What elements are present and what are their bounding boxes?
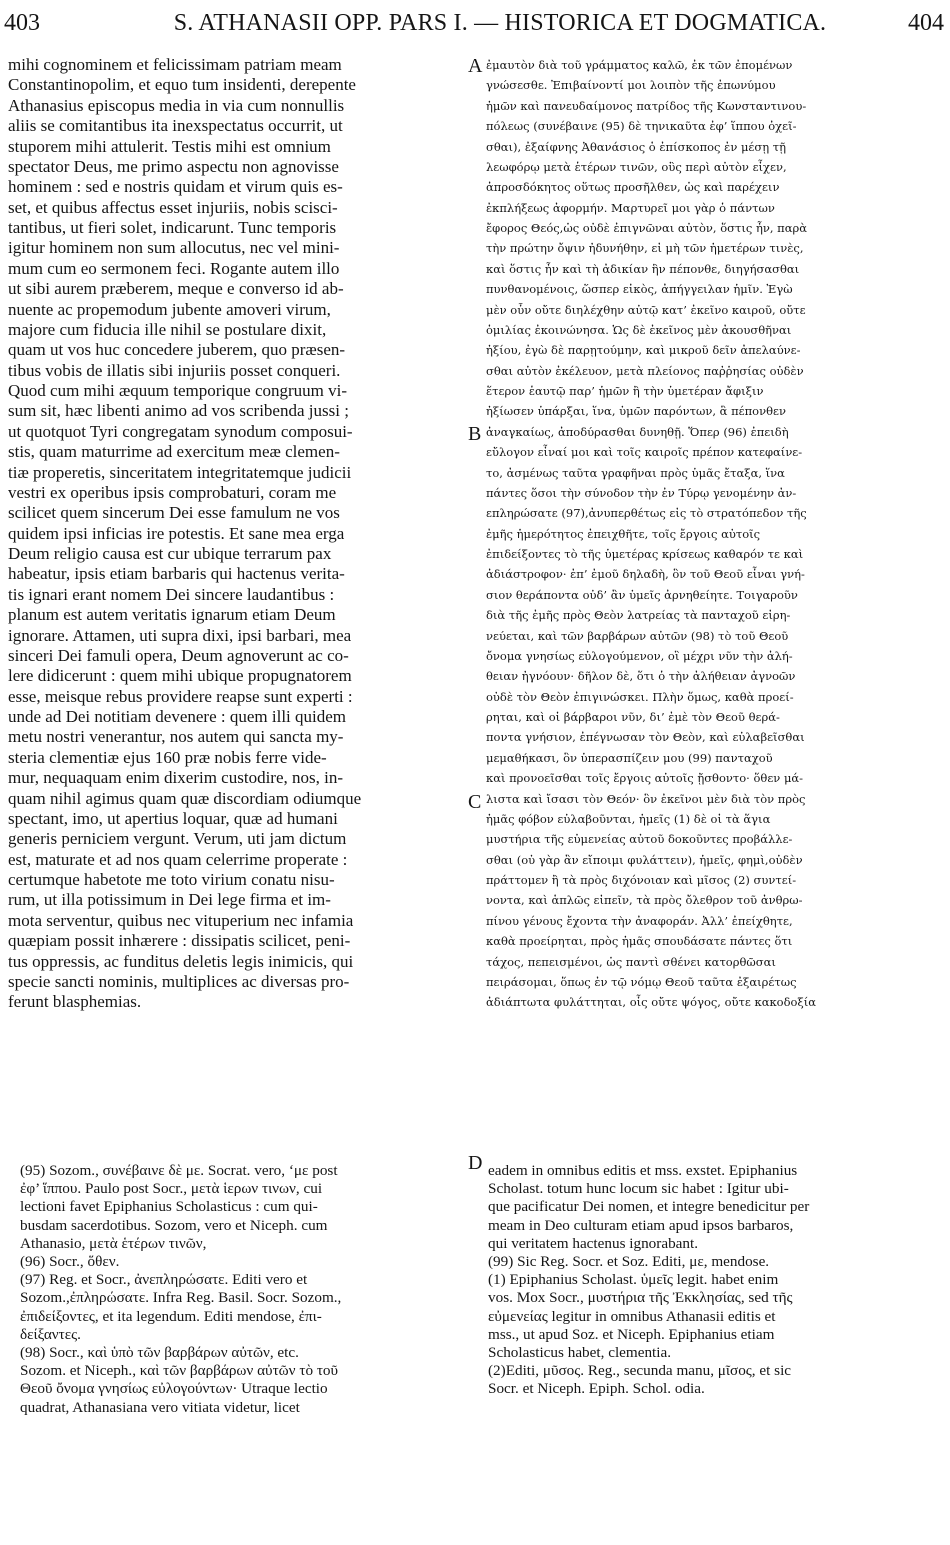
footnote-line: Scholast. totum hunc locum sic habet : Igitur ubi-	[488, 1180, 789, 1198]
footnote-line: mss., ut apud Soz. et Niceph. Epiphanius etiam	[488, 1325, 775, 1343]
greek-text-line: γνώσεσθε. Ἐπιβαίνοντί μοι λοιπὸν τῆς ἐπωνύμου	[486, 78, 776, 93]
latin-text-line: mum cum eo sermonem feci. Rogante autem illo	[8, 258, 340, 278]
footnote-line: busdam sacerdotibus. Sozom, vero et Niceph. cum	[20, 1216, 328, 1234]
latin-text-line: stuporem mihi attulerit. Testis mihi est omnium	[8, 136, 331, 156]
greek-text-line: πυνθανομένοις, ὥσπερ εἰκὸς, ἀπήγγειλαν ἡμῖν. Ἐγὼ	[486, 282, 793, 297]
latin-text-line: hominem : sed e nostris quidam et virum quis es-	[8, 177, 343, 197]
greek-text-line: μυστήρια τῆς εὐμενείας αὐτοῦ δοκοῦντες προβάλλε-	[486, 832, 793, 847]
footnote-line: (95) Sozom., συνέβαινε δὲ με. Socrat. vero, ‘με post	[20, 1162, 338, 1179]
latin-text-line: quam nihil agimus quam quæ discordiam odiumque	[8, 788, 362, 808]
margin-marker-c: C	[468, 791, 482, 813]
greek-text-line: μεμαθήκασι, ὃν ὑπερασπίζειν μου (99) πανταχοῦ	[486, 750, 773, 765]
greek-text-line: ἡμῶν καὶ πανευδαίμονος πατρίδος τῆς Κωνσταντινου-	[486, 98, 807, 113]
greek-text-line: ἀπροσδόκητος οὕτως προσῆλθεν, ὡς καὶ παρέχειν	[486, 180, 780, 195]
greek-text-line: ἐπιδείξοντες τὸ τῆς ὑμετέρας κρίσεως καθαρόν τε καὶ	[486, 547, 804, 561]
footnote-line: (1) Epiphanius Scholast. ὑμεῖς legit. habet enim	[488, 1271, 779, 1289]
greek-text-line: ποντα γνήσιον, ἐπέγνωσαν τὸν Θεὸν, καὶ εὐλαβεῖσθαι	[486, 730, 805, 745]
page-number-right: 404	[908, 10, 944, 36]
greek-text-line: ἔφορος Θεός,ὡς οὐδὲ ἐπιγνῶναι αὐτὸν, ὅστις ἦν, παρὰ	[486, 221, 808, 235]
footnote-line: que pacificatur Dei nomen, et integre benedicitur per	[488, 1198, 810, 1216]
page-header	[0, 2, 950, 42]
greek-text-line: τάχος, πεπεισμένοι, ὡς παντὶ σθένει κατορθῶσαι	[486, 954, 776, 969]
latin-text-line: sum sit, hæc libenti animo ad vos scribenda jussi ;	[8, 401, 349, 421]
footnotes-left	[20, 1162, 460, 1417]
latin-text-line: generis perniciem vergunt. Verum, uti jam dictum	[8, 829, 347, 849]
greek-text-line: καὶ προνοεῖσθαι τοῖς ἔργοις αὐτοῖς ᾔσθοντο· ὅθεν μά-	[486, 771, 804, 786]
greek-text-line: ρηται, καὶ οἱ βάρβαροι νῦν, δι’ ἐμὲ τὸν Θεοῦ θερά-	[486, 710, 780, 724]
footnote-line: vos. Mox Socr., μυστήρια τῆς Ἐκκλησίας, sed τῆς	[488, 1289, 793, 1307]
greek-text-line: ἀδιάστροφον· ἐπ’ ἐμοῦ δηλαδὴ, ὃν τοῦ Θεοῦ εἶναι γνή-	[486, 567, 805, 582]
greek-text-line: ἐμῆς ἡμερότητος ἐπειχθῆτε, τοῖς ἔργοις αὐτοῖς	[486, 526, 761, 541]
latin-text-line: metu nostri venerantur, nos autem qui sancta my-	[8, 727, 344, 747]
latin-text-line: steria clementiæ ejus 160 præ nobis ferre vide-	[8, 747, 327, 767]
latin-text-line: quidem ipsi inficias ire potestis. Et sane mea erga	[8, 523, 345, 543]
footnote-line: Athanasio, μετὰ ἑτέρων τινῶν,	[20, 1234, 207, 1252]
latin-text-line: Athanasius episcopus media in via cum nonnullis	[8, 95, 345, 115]
latin-text-line: tis ignari erant nomem Dei sincere laudantibus :	[8, 584, 335, 604]
greek-text-line: πάντες ὅσοι τὴν σύνοδον τὴν ἐν Τύρῳ γενομένην ἀν-	[486, 485, 797, 500]
latin-text-line: ferunt blasphemias.	[8, 992, 142, 1012]
latin-text-line: ut sibi aurem præberem, meque e converso id ab-	[8, 279, 344, 299]
footnote-line: ἐπιδείξοντες, et ita legendum. Editi mendose, ἐπι-	[20, 1307, 322, 1325]
latin-text-line: set, et quibus affectus esset injuriis, nobis sciscі-	[8, 197, 338, 217]
greek-text-line: ἡμᾶς φόβον εὐλαβοῦνται, ἡμεῖς (1) δὲ οἱ τὰ ἅγια	[486, 811, 771, 826]
greek-text-line: μὲν οὖν οὔτε διηλέχθην αὐτῷ κατ’ ἐκεῖνο καιροῦ, οὔτε	[486, 302, 806, 317]
footnote-line: (96) Socr., ὅθεν.	[20, 1253, 120, 1271]
latin-text-line: spectant, imo, ut apertius loquar, quæ ad humani	[8, 808, 338, 828]
greek-text-line: ὁμιλίας ἐκοινώνησα. Ὡς δὲ ἐκεῖνος μὲν ἀκουσθῆναι	[486, 322, 792, 337]
greek-text-line: ἠξίωσεν ὑπάρξαι, ἵνα, ὑμῶν παρόντων, ἃ πέπονθεν	[486, 404, 786, 419]
page-number-left: 403	[4, 10, 40, 36]
footnote-line: Sozom.,ἐπληρώσατε. Infra Reg. Basil. Socr. Sozom.,	[20, 1289, 342, 1307]
greek-text-line: σθαι (οὐ γὰρ ἂν εἴποιμι φυλάττειν), ἡμεῖς, φημὶ,οὐδὲν	[486, 852, 803, 867]
latin-column	[8, 55, 460, 1013]
greek-text-line: νεύεται, καὶ τῶν βαρβάρων αὐτῶν (98) τὸ τοῦ Θεοῦ	[486, 628, 789, 643]
latin-text-line: lere didicerunt : quem mihi ubique propugnatorem	[8, 666, 352, 686]
latin-text-line: sinceri Dei famuli opera, Deum agnoverunt ac co-	[8, 645, 349, 665]
greek-text-line: ἐκπλήξεως ἀφορμήν. Μαρτυρεῖ μοι γὰρ ὁ πάντων	[486, 200, 775, 215]
greek-text-line: ὄνομα γνησίως εὐλογούμενον, οἳ μέχρι νῦν τὴν ἀλή-	[486, 648, 793, 663]
latin-text-line: majore cum fiducia ille nihil se postulare dixit,	[8, 319, 327, 339]
greek-text-line: λιστα καὶ ἴσασι τὸν Θεόν· ὃν ἐκεῖνοι μὲν διὰ τὸν πρὸς	[486, 791, 806, 806]
greek-text-line: εὔλογον εἶναί μοι καὶ τοῖς καιροῖς πρέπον κατεφαίνε-	[486, 445, 803, 460]
latin-text-line: aliis se comitantibus ita inexspectatus occurrit, ut	[8, 116, 343, 136]
latin-text-line: planum est autem veritatis ignarum etiam Deum	[8, 605, 336, 625]
latin-text-line: mihi cognominem et felicissimam patriam meam	[8, 55, 342, 74]
latin-text-line: quæpiam possit inhærere : dissipatis scilicet, peni-	[8, 931, 351, 951]
footnote-line: meam in Deo culturam etiam apud ipsos barbaros,	[488, 1216, 794, 1234]
latin-text-line: mur, nequaquam enim dixerim custodire, nos, in-	[8, 768, 343, 788]
latin-text-line: tiæ properetis, sinceritatem integritatemque judicii	[8, 462, 352, 482]
latin-text-line: esse, meisque rebus providere reapse sunt experti :	[8, 686, 353, 706]
footnote-line: (99) Sic Reg. Socr. et Soz. Editi, με, mendose.	[488, 1253, 770, 1271]
latin-text-line: certumque habetote me toto virium conatu nisu-	[8, 870, 335, 889]
footnote-line: quadrat, Athanasiana vero vitiata videtur, licet	[20, 1398, 300, 1416]
greek-text-line: ἠξίου, ἐγὼ δὲ παρῃτούμην, καὶ μικροῦ δεῖν ἀπελαύνε-	[486, 343, 801, 358]
footnote-line: lectioni favet Epiphanius Scholasticus : cum qui-	[20, 1198, 318, 1216]
footnote-line: δείξαντες.	[20, 1325, 81, 1343]
greek-text-line: καθὰ προείρηται, πρὸς ἡμᾶς σπουδάσατε πάντες ὅτι	[486, 934, 793, 949]
footnotes-right	[488, 1162, 928, 1399]
latin-text-line: tibus vobis de illatis sibi injuriis posset conqueri.	[8, 360, 341, 380]
footnote-line: qui veritatem hactenus ignorabant.	[488, 1234, 699, 1252]
greek-text-line: διὰ τῆς ἐμῆς πρὸς Θεὸν λατρείας τὰ πανταχοῦ εἰρη-	[486, 608, 791, 623]
greek-text-line: ἕτερον ἑαυτῷ παρ’ ἡμῶν ἢ τὴν ὑμετέραν ἄφιξιν	[486, 384, 764, 398]
latin-text-line: nuente ac propemodum jubente amoveri virum,	[8, 299, 331, 319]
greek-text-line: σιον θεράποντα οὐδ’ ἂν ὑμεῖς ἀρνηθείητε. Τοιγαροῦν	[486, 587, 798, 602]
footnote-line: Scholasticus habet, clementia.	[488, 1344, 672, 1362]
footnote-line: (97) Reg. et Socr., ἀνεπληρώσατε. Editi vero et	[20, 1271, 308, 1289]
latin-text-line: igitur hominem non sum allocutus, nec vel mini-	[8, 238, 340, 258]
greek-text-line: το, ἀσμένως ταῦτα γραφῆναι πρὸς ὑμᾶς ἔταξα, ἵνα	[486, 465, 785, 480]
footnote-line: Socr. et Niceph. Epiph. Schol. odia.	[488, 1380, 705, 1398]
greek-text-line: τὴν πρώτην ὄψιν ἠδυνήθην, εἰ μὴ τῶν ἡμετέρων τινὲς,	[486, 241, 804, 256]
latin-text-line: ignorare. Attamen, uti supra dixi, ipsi barbari, mea	[8, 625, 352, 645]
latin-text-line: habeatur, ipsis etiam barbaris qui hactenus verita-	[8, 564, 345, 584]
footnote-line: eadem in omnibus editis et mss. exstet. Epiphanius	[488, 1162, 798, 1179]
greek-text-line: ἀδιάπτωτα φυλάττηται, οἷς οὔτε ψόγος, οὔτε κακοδοξία	[486, 995, 817, 1010]
greek-text-line: επληρώσατε (97),ἀνυπερθέτως εἰς τὸ στρατόπεδον τῆς	[486, 506, 807, 521]
latin-text-line: tus oppressis, ac funditus deletis legis inimicis, qui	[8, 951, 354, 971]
greek-text-line: πράττομεν ἢ τὰ πρὸς διχόνοιαν καὶ μῖσος (2) συντεί-	[486, 873, 797, 887]
margin-marker-d: D	[468, 1152, 483, 1174]
latin-text-line: Constantinopolim, et equo tum insidenti, derepente	[8, 75, 356, 95]
latin-text-line: Deum religio causa est cur ubique terrarum pax	[8, 544, 332, 563]
greek-text-line: νοντα, καὶ ἁπλῶς εἰπεῖν, τὰ πρὸς ὄλεθρον τοῦ ἀνθρω-	[486, 893, 803, 908]
margin-marker-a: A	[468, 55, 483, 77]
latin-text-line: scilicet quem sincerum Dei esse famulum ne vos	[8, 503, 340, 523]
latin-text-line: spectator Deus, me primo aspectu non agnovisse	[8, 156, 339, 176]
latin-text-line: quam ut vos huc concedere juberem, quo præsen-	[8, 340, 346, 360]
greek-text-line: ἐμαυτὸν διὰ τοῦ γράμματος καλῶ, ἐκ τῶν ἐπομένων	[486, 58, 793, 72]
latin-text-line: Quod cum mihi æquum temporique congruum vi-	[8, 381, 348, 400]
latin-text-line: tantibus, ut fieri solet, indicarunt. Tunc temporis	[8, 218, 337, 237]
footnote-line: (2)Editi, μῦσος. Reg., secunda manu, μῖσος, et sic	[488, 1362, 792, 1380]
footnote-line: Sozom. et Niceph., καὶ τῶν βαρβάρων αὐτῶν τὸ τοῦ	[20, 1362, 339, 1380]
greek-text-line: οὐδὲ τὸν Θεὸν ἐπιγινώσκει. Πλὴν ὅμως, καθὰ προεί-	[486, 689, 794, 704]
greek-text-line: πόλεως (συνέβαινε (95) δὲ τηνικαῦτα ἐφ’ ἵππου ὀχεῖ-	[486, 119, 797, 134]
footnote-line: ἐφ’ ἵππου. Paulo post Socr., μετὰ ἱερων τινων, cui	[20, 1180, 323, 1198]
footnote-line: εὐμενείας legitur in omnibus Athanasii editis et	[488, 1307, 776, 1325]
latin-text-line: ut quotquot Tyri congregatam synodum composui-	[8, 421, 353, 441]
greek-text-line: σθαι αὐτὸν ἐκέλευον, μετὰ πλείονος παῤῥησίας οὐδὲν	[486, 363, 804, 378]
greek-text-line: πειράσομαι, ὅπως ἐν τῷ νόμῳ Θεοῦ ταῦτα ἐξαιρέτως	[486, 974, 797, 989]
footnote-line: (98) Socr., καὶ ὑπὸ τῶν βαρβάρων αὐτῶν, etc.	[20, 1344, 299, 1362]
greek-text-line: ἀναγκαίως, ἀποδύρασθαι δυνηθῇ. Ὅπερ (96) ἐπειδὴ	[486, 424, 789, 439]
latin-text-line: mota serventur, quibus nec vituperium nec infamia	[8, 910, 354, 930]
latin-text-line: stis, quam maturrime ad exercitum meæ clemen-	[8, 442, 340, 462]
latin-text-line: rum, ut illa potissimum in Dei lege firma et im-	[8, 890, 331, 910]
greek-text-line: λεωφόρῳ μετὰ ἑτέρων τινῶν, οὓς περὶ αὐτὸν εἶχεν,	[486, 159, 787, 174]
greek-text-line: σθαι), ἐξαίφνης Ἀθανάσιος ὁ ἐπίσκοπος ἐν μέσῃ τῇ	[486, 139, 787, 154]
greek-column	[486, 55, 938, 1013]
footnote-line: Θεοῦ ὄνομα γνησίως εὐλογούντων· Utraque lectio	[20, 1380, 328, 1398]
margin-marker-b: B	[468, 423, 482, 445]
greek-text-line: θειαν ἠγνόουν· δῆλον δὲ, ὅτι ὁ τὴν ἀλήθειαν ἀγνοῶν	[486, 669, 796, 684]
latin-text-line: unde ad Dei notitiam devenere : quem illi quidem	[8, 707, 347, 726]
greek-text-line: καὶ ὅστις ἦν καὶ τὴ ἀδικίαν ἣν πέπονθε, διηγήσασθαι	[486, 261, 800, 276]
latin-text-line: est, maturate et ad nos quam celerrime properate :	[8, 849, 348, 869]
latin-text-line: specie sancti nominis, multiplices ac diversas pro-	[8, 971, 350, 991]
latin-text-line: vestri ex operibus ipsis comprobaturi, coram me	[8, 482, 337, 502]
greek-text-line: πίνου γένους ἔχοντα τὴν ἀναφοράν. Ἀλλ’ ἐπείχθητε,	[486, 913, 793, 928]
running-title: S. ATHANASII OPP. PARS I. — HISTORICA ET DOGMATICA.	[173, 10, 827, 36]
